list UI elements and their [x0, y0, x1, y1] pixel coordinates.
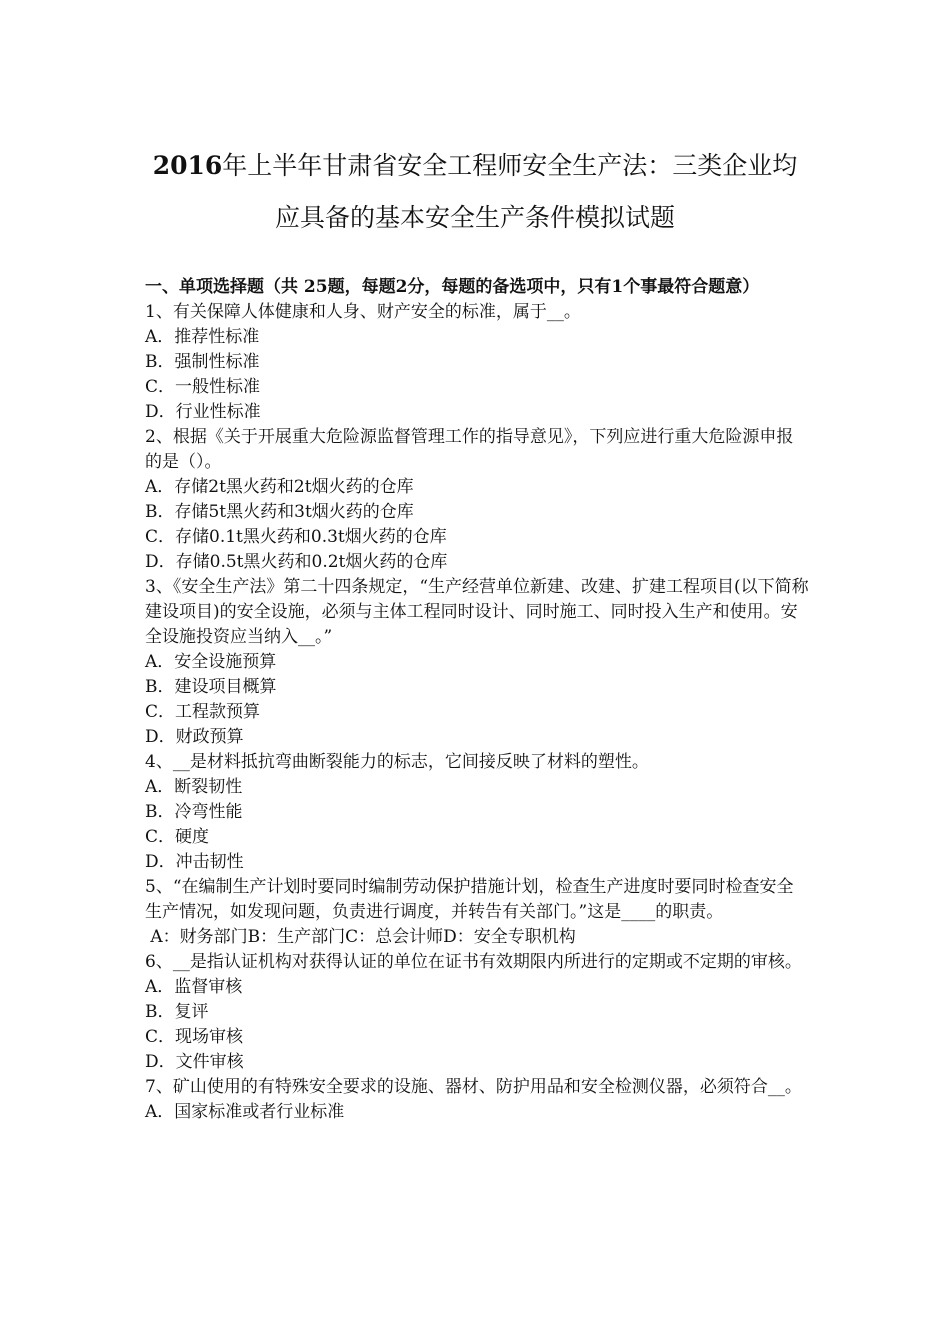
option-list — [145, 650, 810, 750]
question-4 — [145, 750, 810, 875]
option-b: B．建设项目概算 — [145, 677, 277, 697]
option-a: A．推荐性标准 — [145, 327, 260, 347]
question-7 — [145, 1075, 810, 1125]
document-body — [145, 275, 810, 1125]
option-d: D．存储0.5t黑火药和0.2t烟火药的仓库 — [145, 552, 448, 572]
document-title — [130, 140, 820, 244]
inline-options: A：财务部门B：生产部门C：总会计师D：安全专职机构 — [145, 927, 576, 947]
option-b: B．存储5t黑火药和3t烟火药的仓库 — [145, 502, 414, 522]
option-d: D．财政预算 — [145, 727, 244, 747]
option-list — [145, 775, 810, 875]
option-b: B．冷弯性能 — [145, 802, 243, 822]
question-stem: 2、根据《关于开展重大危险源监督管理工作的指导意见》，下列应进行重大危险源申报的是（）。 — [145, 427, 794, 472]
question-stem: 5、“在编制生产计划时要同时编制劳动保护措施计划，检查生产进度时要同时检查安全 生产情况，如发现问题，负责进行调度，并转告有关部门。”这是____的职责。 — [145, 877, 805, 922]
option-c: C．一般性标准 — [145, 377, 261, 397]
option-b: B．强制性标准 — [145, 352, 260, 372]
option-a: A．存储2t黑火药和2t烟火药的仓库 — [145, 477, 414, 497]
option-list — [145, 325, 810, 425]
question-3 — [145, 575, 810, 750]
title-line2: 应具备的基本安全生产条件模拟试题 — [274, 203, 675, 232]
option-list — [145, 975, 810, 1075]
question-stem: 3、《安全生产法》第二十四条规定，“生产经营单位新建、改建、扩建工程项目(以下简称建设项目)的安全设施，必须与主体工程同时设计、同时施工、同时投入生产和使用。安全设施投资应当纳入__。” — [145, 577, 809, 647]
question-stem: 7、矿山使用的有特殊安全要求的设施、器材、防护用品和安全检测仪器，必须符合__。 — [145, 1077, 802, 1097]
option-a: A．监督审核 — [145, 977, 243, 997]
option-d: D．行业性标准 — [145, 402, 261, 422]
option-a: A．安全设施预算 — [145, 652, 277, 672]
option-c: C．现场审核 — [145, 1027, 244, 1047]
option-c: C．工程款预算 — [145, 702, 261, 722]
option-c: C．硬度 — [145, 827, 210, 847]
option-b: B．复评 — [145, 1002, 209, 1022]
option-list — [145, 475, 810, 575]
option-a: A．国家标准或者行业标准 — [145, 1102, 345, 1122]
question-1 — [145, 300, 810, 425]
option-a: A．断裂韧性 — [145, 777, 243, 797]
option-d: D．文件审核 — [145, 1052, 244, 1072]
option-list — [145, 1100, 810, 1125]
question-5 — [145, 875, 810, 950]
option-list — [145, 925, 810, 950]
title-year: 2016 — [152, 151, 223, 180]
question-stem: 6、__是指认证机构对获得认证的单位在证书有效期限内所进行的定期或不定期的审核。 — [145, 952, 802, 972]
question-stem: 4、__是材料抵抗弯曲断裂能力的标志，它间接反映了材料的塑性。 — [145, 752, 649, 772]
question-2 — [145, 425, 810, 575]
question-stem: 1、有关保障人体健康和人身、财产安全的标准，属于__。 — [145, 302, 581, 322]
option-d: D．冲击韧性 — [145, 852, 244, 872]
option-c: C．存储0.1t黑火药和0.3t烟火药的仓库 — [145, 527, 447, 547]
title-line1: 年上半年甘肃省安全工程师安全生产法：三类企业均 — [222, 151, 798, 180]
section-heading: 一、单项选择题（共 25题，每题2分，每题的备选项中，只有1个事最符合题意） — [145, 277, 760, 297]
question-6 — [145, 950, 810, 1075]
